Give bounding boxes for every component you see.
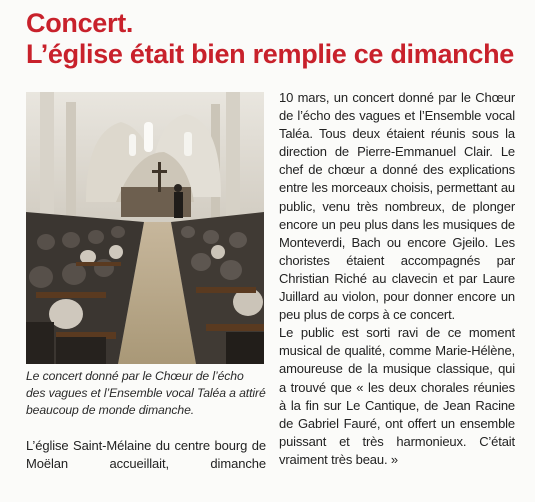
headline-kicker: Concert. — [26, 8, 134, 38]
body-paragraph-1: 10 mars, un concert donné par le Chœur de l’écho des vagues et l’Ensemble vocal Taléa. Tous deux étaient réunis sous la direction de Pierre-Emmanuel Clair. Le chef de chœur a donné des explications entre les morceaux choisis, permettant au public, venu très nombreux, de plonger encore un peu plus dans les musiques de Monteverdi, Bach ou encore Gjeilo. Les choristes étaient accompagnés par Christian Riché au clavecin et par Laure Juillard au violon, pour donner encore un peu plus de corps à ce concert. — [279, 90, 515, 323]
article-body — [279, 89, 515, 469]
headline-title: L’église était bien remplie ce dimanche — [26, 39, 514, 69]
church-concert-photo — [26, 92, 264, 364]
article-headline — [26, 8, 526, 70]
photo-caption: Le concert donné par le Chœur de l’écho des vagues et l’Ensemble vocal Taléa a attiré beaucoup de monde dimanche. — [26, 369, 266, 417]
article-lead: L’église Saint-Mélaine du centre bourg de Moëlan accueillait, dimanche — [26, 438, 266, 471]
body-paragraph-2: Le public est sorti ravi de ce moment musical de qualité, comme Marie-Hélène, amoureuse de la musique classique, qui a trouvé que « les deux chorales réunies à la fin sur Le Cantique, de Jean Racine de Gabriel Fauré, ont offert un ensemble puissant et très harmonieux. C’était vraiment très beau. » — [279, 325, 515, 467]
